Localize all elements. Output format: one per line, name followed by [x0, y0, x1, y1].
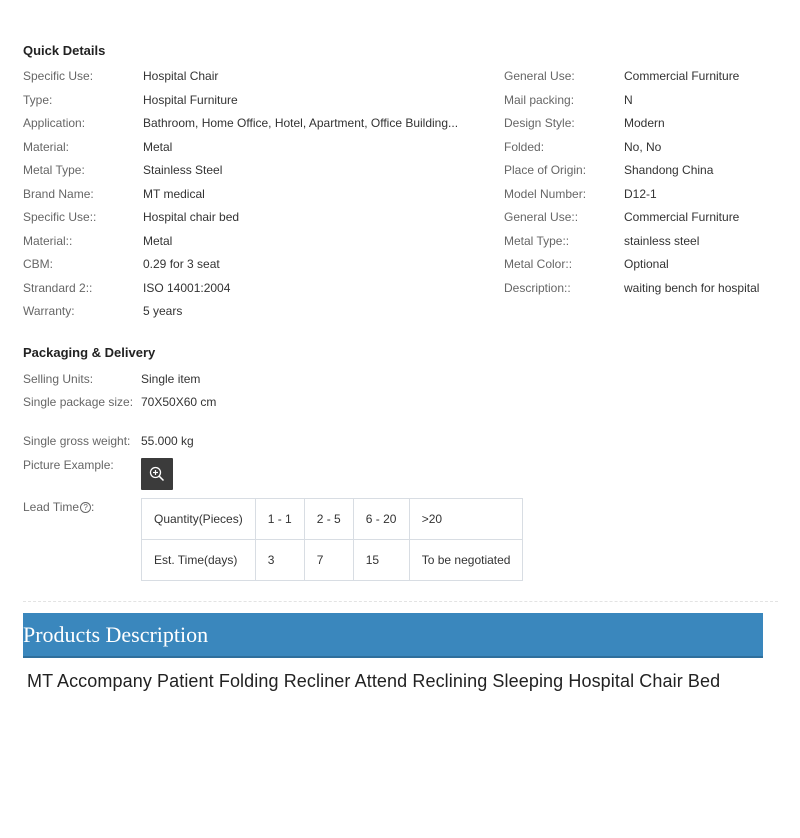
detail-row — [23, 140, 493, 164]
detail-row — [23, 210, 493, 234]
detail-value: Metal — [143, 233, 173, 248]
detail-label: Description:: — [504, 280, 571, 295]
detail-label: Specific Use:: — [23, 210, 97, 224]
detail-label: Specific Use: — [23, 69, 94, 83]
detail-value: waiting bench for hospital — [624, 280, 760, 295]
detail-value: 0.29 for 3 seat — [143, 257, 220, 271]
detail-label: Metal Color:: — [504, 257, 573, 271]
detail-row — [23, 234, 493, 258]
detail-row — [504, 116, 794, 140]
table-cell: 3 — [255, 540, 304, 581]
lead-time-text: Lead Time — [23, 500, 80, 514]
detail-row — [504, 234, 794, 258]
detail-label: Metal Type:: — [504, 233, 570, 248]
product-title: MT Accompany Patient Folding Recliner Attend Reclining Sleeping Hospital Chair Bed — [27, 671, 721, 691]
detail-label: Place of Origin: — [504, 163, 587, 177]
table-cell: 6 - 20 — [353, 499, 409, 540]
detail-value: Modern — [624, 116, 665, 130]
table-cell: 7 — [304, 540, 353, 581]
detail-label: CBM: — [23, 257, 53, 271]
detail-row — [23, 257, 493, 281]
gross-weight-value: 55.000 kg — [141, 434, 194, 448]
lead-time-label: Lead Time ? : — [23, 500, 95, 514]
detail-row — [23, 69, 493, 93]
table-cell: To be negotiated — [409, 540, 523, 581]
detail-value: Hospital Furniture — [143, 92, 238, 107]
detail-label: Type: — [23, 92, 53, 107]
detail-value: Stainless Steel — [143, 163, 223, 177]
quick-details-title: Quick Details — [23, 43, 106, 58]
detail-value: No, No — [624, 139, 662, 154]
detail-value: Commercial Furniture — [624, 210, 740, 224]
detail-value: Commercial Furniture — [624, 69, 740, 83]
detail-label: Brand Name: — [23, 186, 94, 201]
package-size-value: 70X50X60 cm — [141, 395, 217, 409]
packaging-delivery-title: Packaging & Delivery — [23, 345, 156, 360]
table-row — [142, 540, 523, 581]
detail-label: Material: — [23, 139, 70, 154]
detail-row — [23, 116, 493, 140]
detail-label: Material:: — [23, 233, 73, 248]
zoom-in-icon[interactable] — [141, 458, 173, 490]
detail-label: Design Style: — [504, 116, 575, 130]
selling-units-label: Selling Units: — [23, 372, 94, 386]
detail-value: N — [624, 92, 633, 107]
products-description-banner — [23, 613, 763, 658]
detail-row — [504, 140, 794, 164]
detail-row — [504, 187, 794, 211]
detail-row — [504, 281, 794, 305]
detail-value: ISO 14001:2004 — [143, 280, 231, 295]
detail-value: MT medical — [143, 186, 205, 201]
detail-row — [23, 163, 493, 187]
detail-row — [504, 257, 794, 281]
detail-row — [504, 69, 794, 93]
detail-value: Shandong China — [624, 163, 714, 177]
detail-label: Application: — [23, 116, 86, 130]
table-cell: 1 - 1 — [255, 499, 304, 540]
help-icon[interactable]: ? — [80, 502, 91, 513]
divider — [23, 601, 778, 602]
detail-value: 5 years — [143, 304, 183, 318]
lead-time-table — [141, 498, 523, 581]
detail-label: Model Number: — [504, 186, 587, 201]
products-description-title: Products Description — [23, 622, 209, 647]
detail-row — [23, 304, 493, 328]
table-cell: 15 — [353, 540, 409, 581]
detail-label: General Use:: — [504, 210, 579, 224]
selling-units-value: Single item — [141, 372, 201, 386]
detail-value: Metal — [143, 139, 173, 154]
detail-label: Metal Type: — [23, 163, 85, 177]
detail-row — [23, 93, 493, 117]
package-size-label: Single package size: — [23, 395, 134, 409]
detail-value: stainless steel — [624, 233, 700, 248]
detail-label: Warranty: — [23, 304, 75, 318]
detail-label: Folded: — [504, 139, 545, 154]
detail-row — [504, 163, 794, 187]
detail-label: Mail packing: — [504, 92, 575, 107]
detail-label: General Use: — [504, 69, 575, 83]
detail-value: Hospital chair bed — [143, 210, 240, 224]
detail-row — [504, 93, 794, 117]
table-cell: >20 — [409, 499, 523, 540]
detail-label: Strandard 2:: — [23, 280, 93, 295]
table-cell: Est. Time(days) — [142, 540, 256, 581]
table-row — [142, 499, 523, 540]
detail-value: Bathroom, Home Office, Hotel, Apartment, Office Building... — [143, 116, 459, 130]
detail-row — [23, 187, 493, 211]
detail-value: Optional — [624, 257, 669, 271]
gross-weight-label: Single gross weight: — [23, 434, 131, 448]
table-cell: 2 - 5 — [304, 499, 353, 540]
detail-row — [504, 210, 794, 234]
detail-row — [23, 281, 493, 305]
quick-details-left-column — [23, 69, 493, 328]
table-cell: Quantity(Pieces) — [142, 499, 256, 540]
picture-example-label: Picture Example: — [23, 458, 114, 472]
quick-details-right-column — [504, 69, 794, 304]
detail-value: Hospital Chair — [143, 69, 219, 83]
detail-value: D12-1 — [624, 186, 657, 201]
